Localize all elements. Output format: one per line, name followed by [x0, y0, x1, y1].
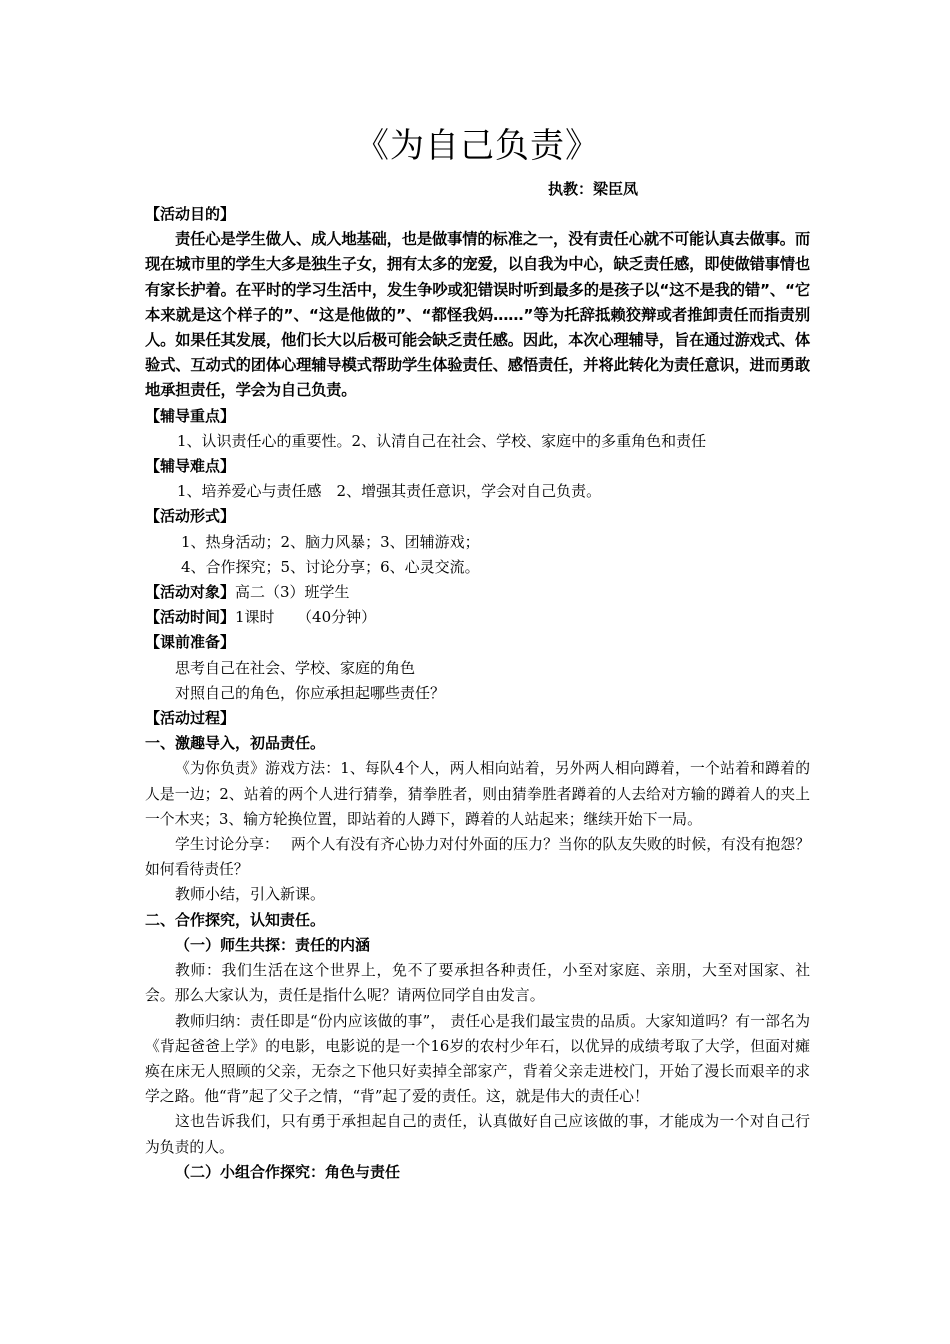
document-title: 《为自己负责》: [355, 126, 600, 166]
subsection-1-teacher: 教师：我们生活在这个世界上，免不了要承担各种责任，小至对家庭、亲朋，大至对国家、社会。那么大家认为，责任是指什么呢？请两位同学自由发言。: [145, 962, 810, 1005]
form-heading: 【活动形式】: [145, 507, 236, 526]
focus-text: 1、认识责任心的重要性。2、认清自己在社会、学校、家庭中的多重角色和责任: [177, 431, 707, 450]
time-text: 1课时 （40分钟）: [235, 608, 377, 627]
prep-heading: 【课前准备】: [145, 633, 236, 652]
form-line-2: 4、合作探究；5、讨论分享；6、心灵交流。: [181, 557, 480, 576]
section-1-summary: 教师小结，引入新课。: [175, 885, 326, 904]
difficulty-heading: 【辅导难点】: [145, 457, 236, 476]
focus-heading: 【辅导重点】: [145, 406, 236, 425]
subsection-1-closing: 这也告诉我们，只有勇于承担起自己的责任，认真做好自己应该做的事，才能成为一个对自己行为负责的人。: [145, 1113, 810, 1156]
process-heading: 【活动过程】: [145, 709, 236, 728]
author-line: 执教：梁臣凤: [547, 180, 638, 198]
objective-heading: 【活动目的】: [145, 205, 236, 223]
subsection-1-conclusion: 教师归纳：责任即是“份内应该做的事”， 责任心是我们最宝贵的品质。大家知道吗？有一部名为《背起爸爸上学》的电影，电影说的是一个16岁的农村少年石，以优异的成绩考取了大学，但面对瘫痪在床无人照顾的父亲，无奈之下他只好卖掉全部家产，背着父亲走进校门，开始了漫长而艰辛的求学之路。他“背”起了父子之情，“背”起了爱的责任。这，就是伟大的责任心！: [145, 1012, 810, 1106]
prep-line-1: 思考自己在社会、学校、家庭的角色: [175, 658, 416, 677]
section-1-discussion: 学生讨论分享： 两个人有没有齐心协力对付外面的压力？当你的队友失败的时候，有没有抱怨？ 如何看待责任？: [145, 836, 830, 879]
section-2-heading: 二、合作探究，认知责任。: [145, 910, 326, 929]
time-row: [145, 605, 810, 630]
subsection-1-heading: （一）师生共探：责任的内涵: [175, 935, 371, 954]
difficulty-text: 1、培养爱心与责任感 2、增强其责任意识，学会对自己负责。: [177, 482, 602, 501]
target-text: 高二（3）班学生: [235, 583, 350, 602]
form-line-1: 1、热身活动；2、脑力风暴；3、团辅游戏；: [181, 532, 480, 551]
objective-paragraph: 责任心是学生做人、成人地基础，也是做事情的标准之一，没有责任心就不可能认真去做事。而现在城市里的学生大多是独生子女，拥有太多的宠爱，以自我为中心，缺乏责任感，即使做错事情也有家长护着。在平时的学习生活中，发生争吵或犯错误时听到最多的是孩子以“这不是我的错”、“它本来就是这个样子的”、“这是他做的”、“都怪我妈……”等为托辞抵赖狡辩或者推卸责任而指责别人。如果任其发展，他们长大以后极可能会缺乏责任感。因此，本次心理辅导，旨在通过游戏式、体验式、互动式的团体心理辅导模式帮助学生体验责任、感悟责任，并将此转化为责任意识，进而勇敢地承担责任，学会为自己负责。: [145, 230, 810, 400]
time-heading: 【活动时间】: [145, 608, 236, 627]
prep-line-2: 对照自己的角色，你应承担起哪些责任？: [175, 683, 446, 702]
target-row: [145, 580, 810, 605]
section-1-game: 《为你负责》游戏方法：1、每队4个人，两人相向站着，另外两人相向蹲着，一个站着和蹲着的人是一边；2、站着的两个人进行猜拳，猜拳胜者，则由猜拳胜者蹲着的人去给对方输的蹲着人的夹上一个木夹；3、输方轮换位置，即站着的人蹲下，蹲着的人站起来；继续开始下一局。: [145, 760, 810, 828]
target-heading: 【活动对象】: [145, 583, 236, 602]
section-1-heading: 一、激趣导入，初品责任。: [145, 734, 326, 753]
document-page: [145, 118, 830, 1185]
subsection-2-heading: （二）小组合作探究：角色与责任: [175, 1162, 401, 1181]
